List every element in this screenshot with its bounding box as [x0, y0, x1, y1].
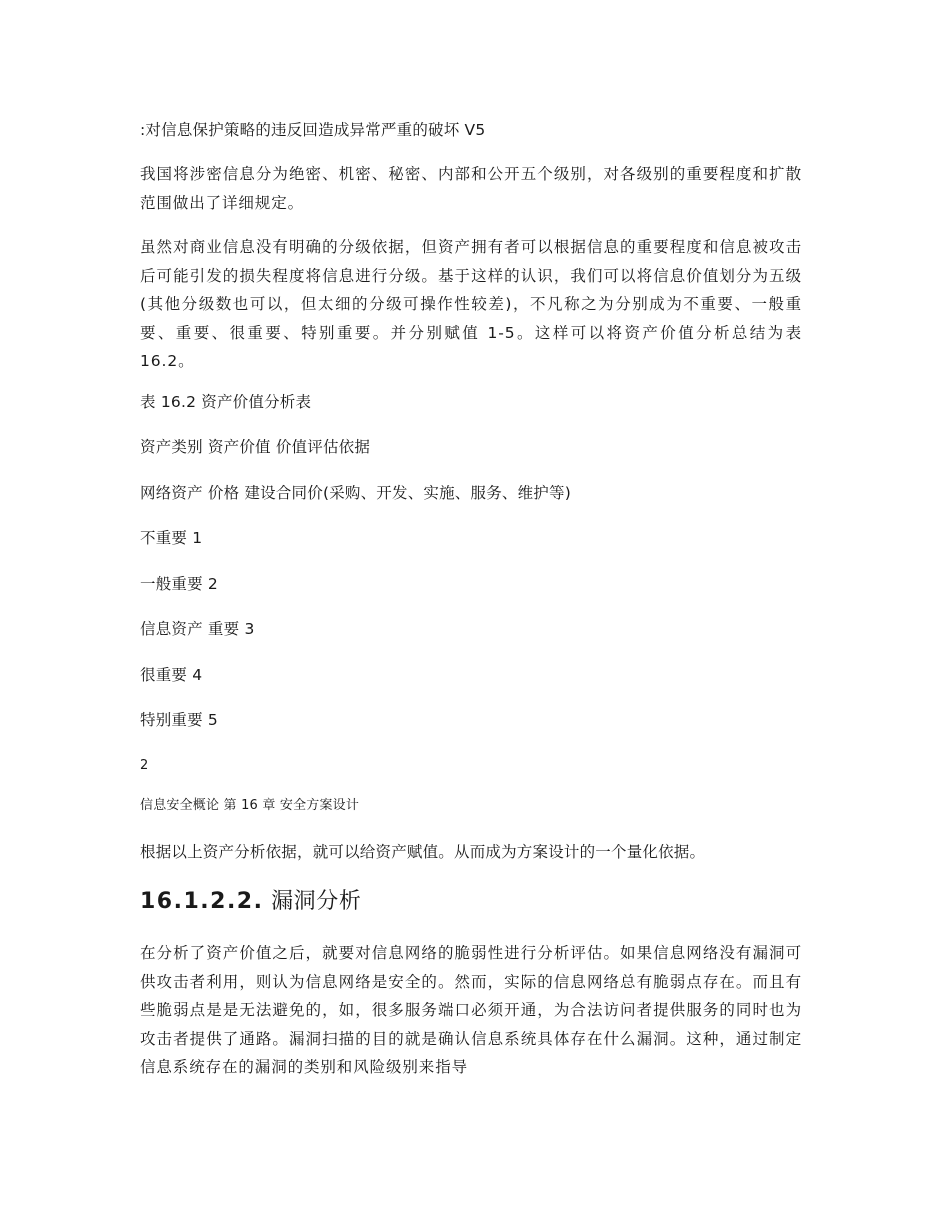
table-row-network-asset: 网络资产 价格 建设合同价(采购、开发、实施、服务、维护等) [140, 484, 571, 502]
table-caption: 表 16.2 资产价值分析表 [140, 393, 312, 411]
vulnerability-paragraph: 在分析了资产价值之后，就要对信息网络的脆弱性进行分析评估。如果信息网络没有漏洞可供攻击者利用，则认为信息网络是安全的。然而，实际的信息网络总有脆弱点存在。而且有些脆弱点是是无法避免的，如，很多服务端口必须开通，为合法访问者提供服务的同时也为攻击者提供了通路。漏洞扫描的目的就是确认信息系统具体存在什么漏洞。这种，通过制定信息系统存在的漏洞的类别和风险级别来指导 [140, 944, 802, 1077]
section-heading [140, 888, 361, 916]
table-row-level-2: 一般重要 2 [140, 575, 218, 593]
classified-info-paragraph: 我国将涉密信息分为绝密、机密、秘密、内部和公开五个级别，对各级别的重要程度和扩散范围做出了详细规定。 [140, 165, 802, 212]
table-row-level-5: 特别重要 5 [140, 711, 218, 729]
running-header: 信息安全概论 第 16 章 安全方案设计 [140, 798, 360, 813]
section-heading-title: 漏洞分析 [271, 889, 362, 914]
table-row-level-4: 很重要 4 [140, 666, 203, 684]
table-row-level-1: 不重要 1 [140, 529, 203, 547]
commercial-info-paragraph: 虽然对商业信息没有明确的分级依据，但资产拥有者可以根据信息的重要程度和信息被攻击后可能引发的损失程度将信息进行分级。基于这样的认识，我们可以将信息价值划分为五级(其他分级数也可以，但太细的分级可操作性较差)，不凡称之为分别成为不重要、一般重要、重要、很重要、特别重要。并分别赋值 1-5。这样可以将资产价值分析总结为表 16.2。 [140, 238, 802, 371]
page-number: 2 [140, 758, 149, 773]
section-heading-number: 16.1.2.2. [140, 889, 264, 914]
table-row-level-3: 信息资产 重要 3 [140, 620, 255, 638]
policy-violation-line: :对信息保护策略的违反回造成异常严重的破坏 V5 [140, 121, 486, 139]
table-header-row: 资产类别 资产价值 价值评估依据 [140, 438, 371, 456]
asset-valuation-paragraph: 根据以上资产分析依据，就可以给资产赋值。从而成为方案设计的一个量化依据。 [140, 843, 706, 861]
